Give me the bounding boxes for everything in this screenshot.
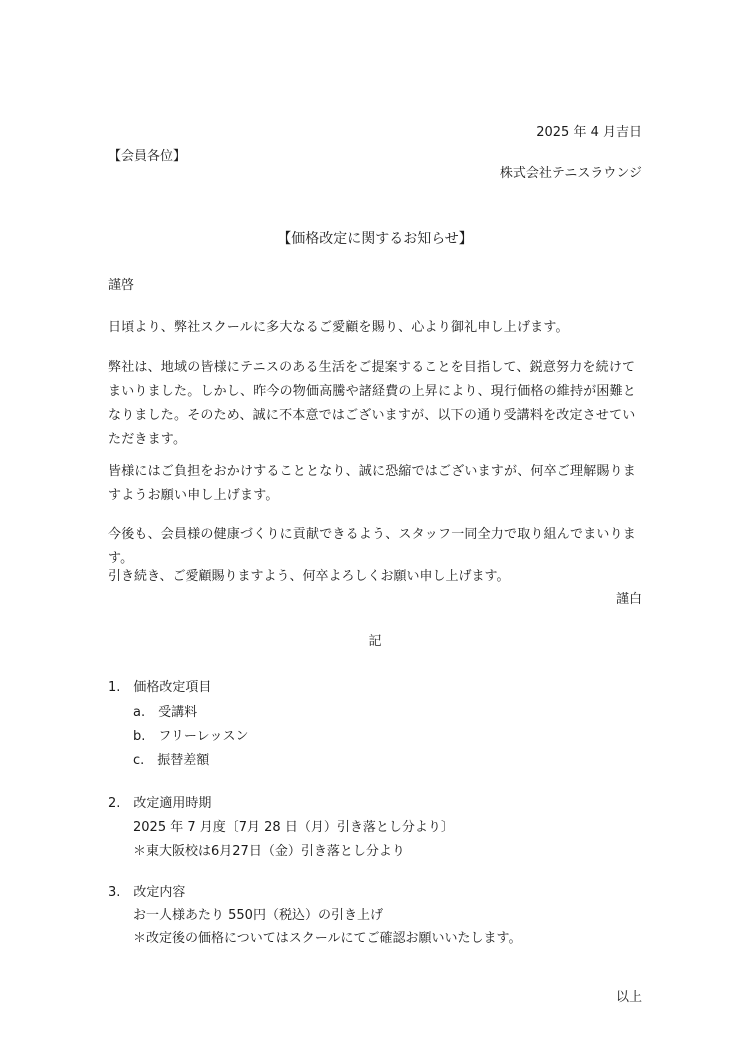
document-title: 【価格改定に関するお知らせ】 [277, 231, 473, 247]
list-item: a. 受講料 [133, 705, 198, 720]
section-3-line-2: ＊改定後の価格についてはスクールにてご確認お願いいたします。 [133, 931, 522, 946]
section-3-heading: 3. 改定内容 [108, 885, 186, 900]
paragraph-2: 弊社は、地域の皆様にテニスのある生活をご提案することを目指して、鋭意努力を続けてまいりました。しかし、昨今の物価高騰や諸経費の上昇により、現行価格の維持が困難となりました。そのため、誠に不本意ではございますが、以下の通り受講料を改定させていただきます。 [108, 360, 637, 447]
recipient-line: 【会員各位】 [108, 149, 187, 164]
paragraph-3: 皆様にはご負担をおかけすることとなり、誠に恐縮ではございますが、何卒ご理解賜りますようお願い申し上げます。 [108, 464, 637, 503]
section-2-line-2: ＊東大阪校は6月27日（金）引き落とし分より [133, 844, 405, 859]
salutation: 謹啓 [108, 278, 135, 293]
section-1-heading: 1. 価格改定項目 [108, 680, 212, 695]
end-mark: 以上 [615, 990, 642, 1005]
sender-company: 株式会社テニスラウンジ [499, 166, 642, 181]
section-2-heading: 2. 改定適用時期 [108, 796, 212, 811]
ki-heading: 記 [368, 634, 382, 649]
paragraph-4: 今後も、会員様の健康づくりに貢献できるよう、スタッフ一同全力で取り組んでまいります。 [108, 527, 637, 566]
list-item: b. フリーレッスン [133, 729, 249, 744]
section-2-line-1: 2025 年 7 月度〔7月 28 日（月）引き落とし分より〕 [133, 820, 454, 835]
document-date: 2025 年 4 月吉日 [536, 125, 642, 140]
closing-word: 謹白 [615, 592, 642, 607]
section-3-line-1: お一人様あたり 550円（税込）の引き上げ [133, 908, 383, 923]
closing-line: 引き続き、ご愛顧賜りますよう、何卒よろしくお願い申し上げます。 [108, 569, 510, 584]
paragraph-1: 日頃より、弊社スクールに多大なるご愛顧を賜り、心より御礼申し上げます。 [108, 320, 569, 335]
list-item: c. 振替差額 [133, 753, 210, 768]
